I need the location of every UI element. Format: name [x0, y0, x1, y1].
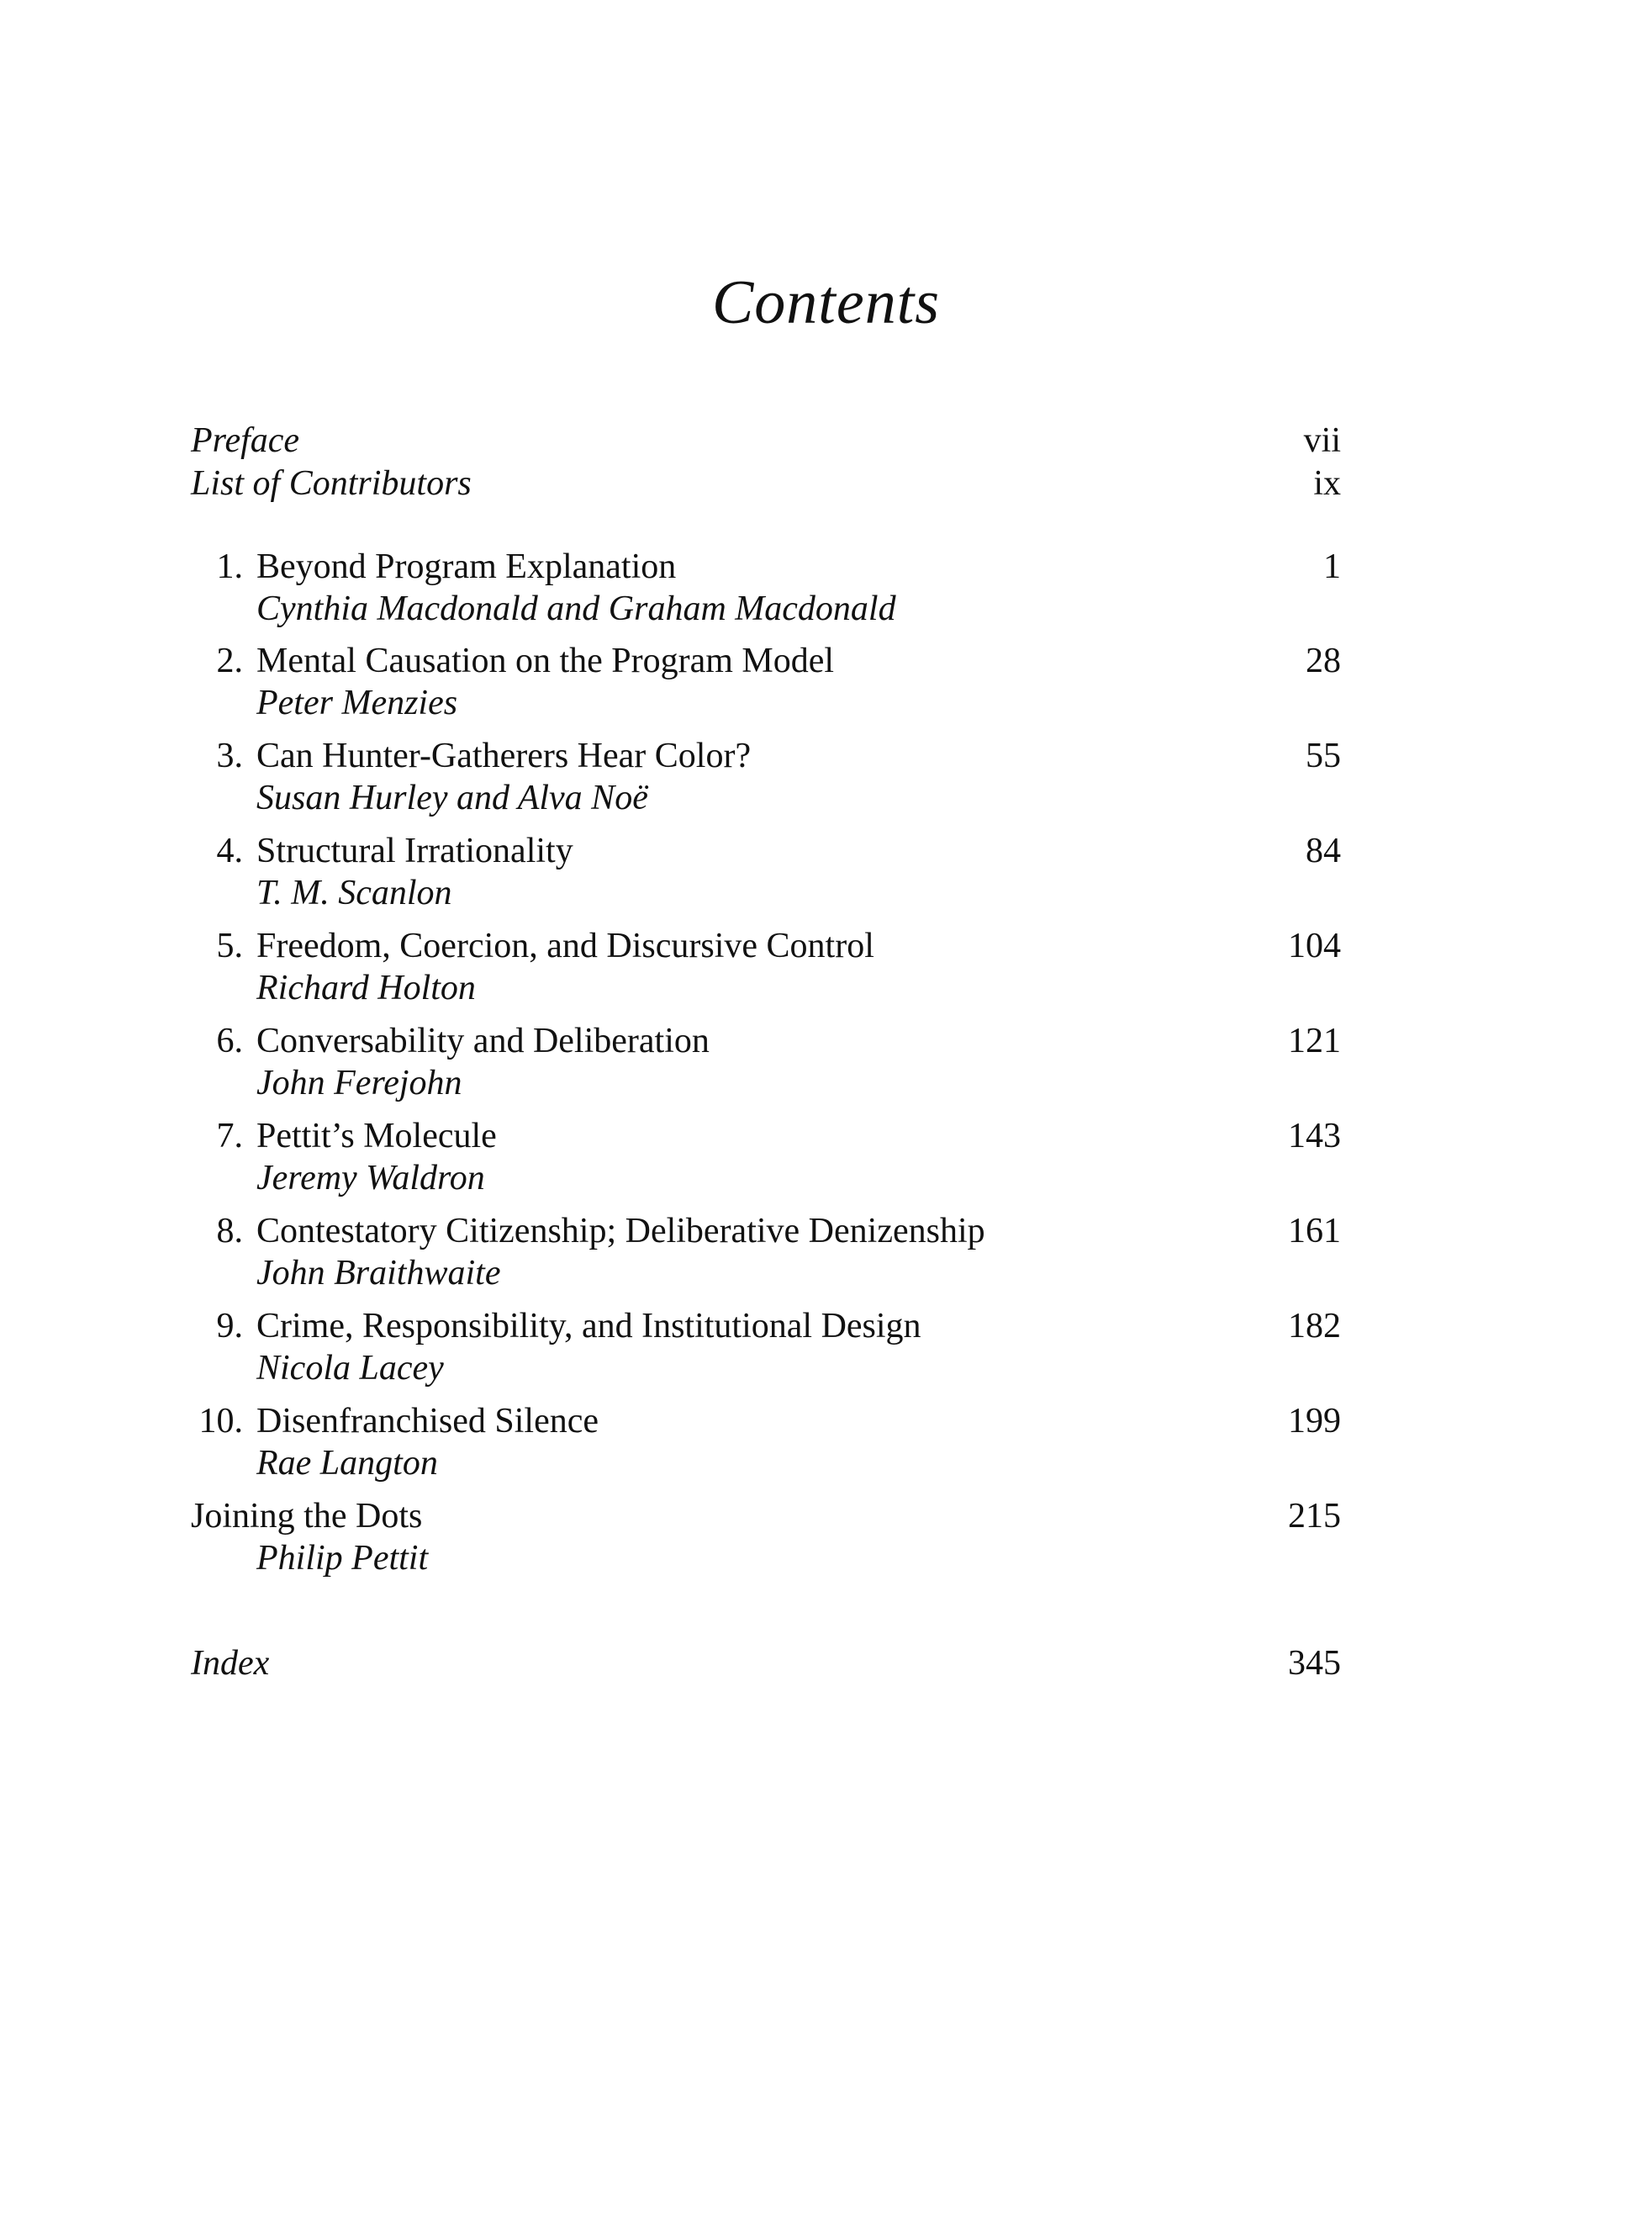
entry-page: 199	[1288, 1402, 1341, 1441]
entry-label: Index	[191, 1644, 270, 1683]
page-title: Contents	[711, 268, 941, 337]
toc-entry-chapter-4[interactable]	[191, 830, 1341, 872]
chapter-author-row	[191, 872, 1341, 914]
chapter-author-row	[191, 967, 1341, 1009]
entry-page: ix	[1313, 464, 1341, 503]
toc-entry-chapter-1[interactable]	[191, 546, 1341, 588]
entry-page: 121	[1288, 1022, 1341, 1060]
chapter-author: John Ferejohn	[256, 1064, 462, 1102]
chapter-author: Rae Langton	[256, 1444, 438, 1483]
chapter-author-row	[191, 1252, 1341, 1294]
toc-entry-index[interactable]	[191, 1642, 1341, 1684]
chapter-title: Beyond Program Explanation	[256, 547, 677, 586]
toc-entry-joining-the-dots[interactable]	[191, 1495, 1341, 1537]
chapter-title: Mental Causation on the Program Model	[256, 642, 835, 680]
entry-page: 84	[1306, 832, 1341, 870]
chapter-author-row	[191, 1157, 1341, 1199]
entry-page: 1	[1323, 547, 1341, 586]
entry-page: 55	[1306, 737, 1341, 775]
entry-page: 161	[1288, 1212, 1341, 1250]
chapter-author-row	[191, 1347, 1341, 1389]
chapter-number: 5.	[216, 927, 243, 965]
toc-entry-chapter-9[interactable]	[191, 1305, 1341, 1347]
toc-entry-chapter-2[interactable]	[191, 640, 1341, 682]
toc-entry-chapter-8[interactable]	[191, 1210, 1341, 1252]
chapter-title: Contestatory Citizenship; Deliberative Denizenship	[256, 1212, 985, 1250]
chapter-author: John Braithwaite	[256, 1254, 501, 1293]
chapter-author: Nicola Lacey	[256, 1349, 444, 1388]
toc-entry-chapter-5[interactable]	[191, 925, 1341, 967]
chapter-number: 10.	[198, 1402, 243, 1441]
chapter-title: Crime, Responsibility, and Institutional Design	[256, 1307, 921, 1345]
toc-entry-chapter-10[interactable]	[191, 1400, 1341, 1442]
chapter-number: 7.	[216, 1117, 243, 1155]
chapter-number: 9.	[216, 1307, 243, 1345]
toc-entry-chapter-3[interactable]	[191, 735, 1341, 777]
essay-author-row	[191, 1537, 1341, 1579]
chapter-title: Disenfranchised Silence	[256, 1402, 599, 1441]
chapter-number: 8.	[216, 1212, 243, 1250]
toc-entry-chapter-7[interactable]	[191, 1115, 1341, 1157]
chapter-title: Pettit’s Molecule	[256, 1117, 497, 1155]
chapter-author: Jeremy Waldron	[256, 1159, 485, 1197]
chapter-author: Peter Menzies	[256, 684, 458, 722]
chapter-author-row	[191, 1442, 1341, 1484]
chapter-number: 4.	[216, 832, 243, 870]
entry-page: 28	[1306, 642, 1341, 680]
essay-author: Philip Pettit	[256, 1539, 429, 1578]
toc-entry-contributors[interactable]	[191, 463, 1341, 505]
entry-page: 104	[1288, 927, 1341, 965]
entry-page: 182	[1288, 1307, 1341, 1345]
chapter-author: Cynthia Macdonald and Graham Macdonald	[256, 589, 896, 628]
chapter-author-row	[191, 1062, 1341, 1104]
chapter-title: Structural Irrationality	[256, 832, 573, 870]
entry-label: List of Contributors	[191, 464, 472, 503]
chapter-author: Susan Hurley and Alva Noë	[256, 779, 648, 817]
essay-title: Joining the Dots	[191, 1497, 423, 1536]
chapter-number: 3.	[216, 737, 243, 775]
chapter-title: Conversability and Deliberation	[256, 1022, 710, 1060]
chapter-author: Richard Holton	[256, 969, 476, 1007]
chapter-number: 2.	[216, 642, 243, 680]
entry-page: vii	[1303, 421, 1341, 460]
chapter-number: 1.	[216, 547, 243, 586]
chapter-number: 6.	[216, 1022, 243, 1060]
chapter-author-row	[191, 682, 1341, 724]
toc-entry-chapter-6[interactable]	[191, 1020, 1341, 1062]
toc-entry-preface[interactable]	[191, 420, 1341, 462]
entry-page: 215	[1288, 1497, 1341, 1536]
chapter-title: Freedom, Coercion, and Discursive Control	[256, 927, 874, 965]
entry-label: Preface	[191, 421, 300, 460]
chapter-title: Can Hunter-Gatherers Hear Color?	[256, 737, 752, 775]
chapter-author-row	[191, 588, 1341, 630]
chapter-author-row	[191, 777, 1341, 819]
entry-page: 143	[1288, 1117, 1341, 1155]
chapter-author: T. M. Scanlon	[256, 874, 452, 912]
entry-page: 345	[1288, 1644, 1341, 1683]
